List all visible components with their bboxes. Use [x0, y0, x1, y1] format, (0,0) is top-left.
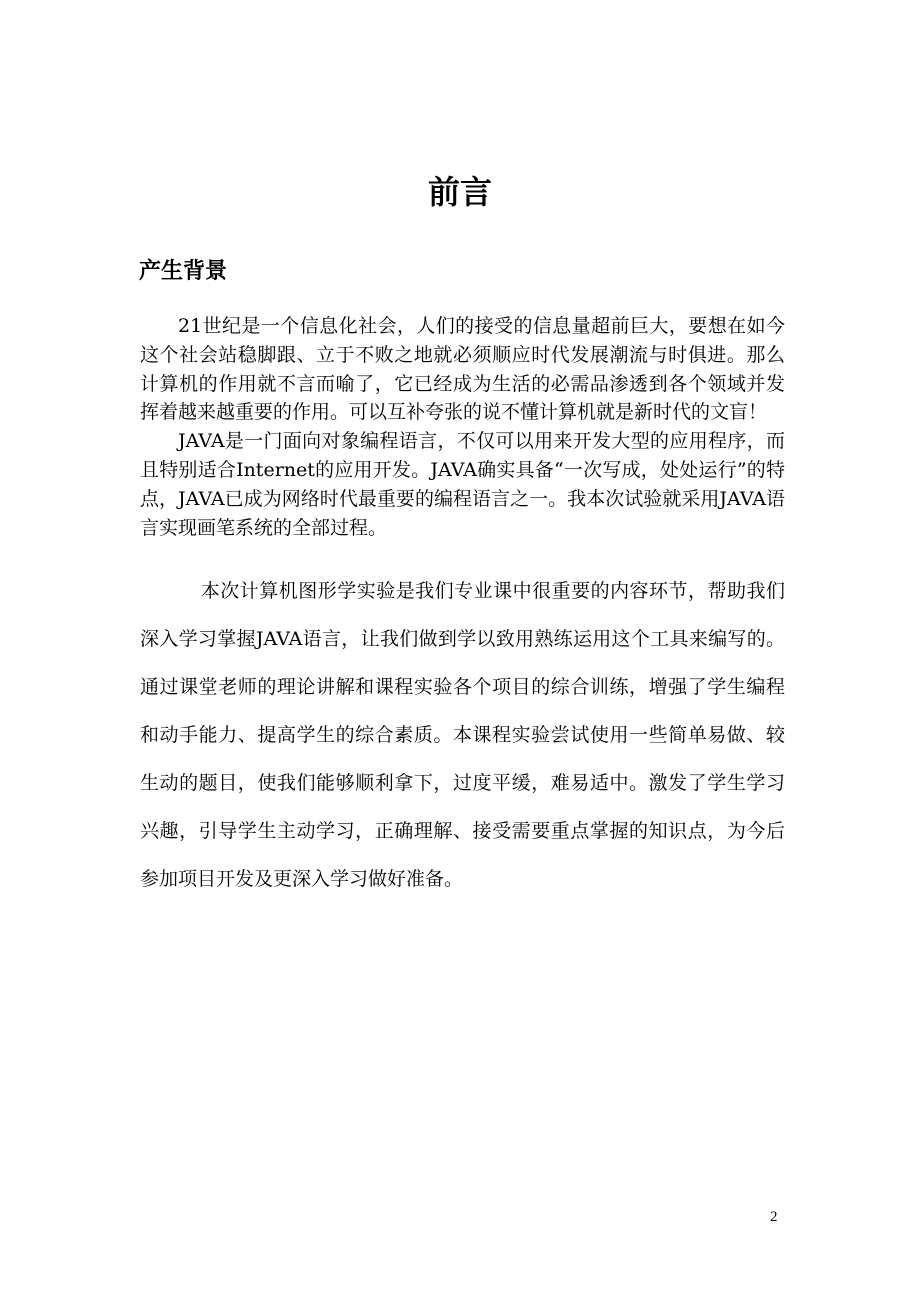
paragraph-java-language: JAVA是一门面向对象编程语言，不仅可以用来开发大型的应用程序，而且特别适合Internet的应用开发。JAVA确实具备“一次写成，处处运行”的特点，JAVA已成为网络时代最重要的编程语言之一。我本次试验就采用JAVA语言实现画笔系统的全部过程。	[140, 430, 785, 539]
page-number: 2	[770, 1209, 778, 1225]
page-title: 前言	[427, 173, 492, 211]
intro-paragraphs	[140, 312, 785, 542]
paragraph-graphics-experiment: 本次计算机图形学实验是我们专业课中很重要的内容环节，帮助我们深入学习掌握JAVA语言，让我们做到学以致用熟练运用这个工具来编写的。通过课堂老师的理论讲解和课程实验各个项目的综合训练，增强了学生编程和动手能力、提高学生的综合素质。本课程实验尝试使用一些简单易做、较生动的题目，使我们能够顺利拿下，过度平缓，难易适中。激发了学生学习兴趣，引导学生主动学习，正确理解、接受需要重点掌握的知识点，为今后参加项目开发及更深入学习做好准备。	[140, 580, 785, 890]
experiment-paragraphs	[140, 567, 785, 903]
paragraph-information-society: 21世纪是一个信息化社会，人们的接受的信息量超前巨大，要想在如今这个社会站稳脚跟、立于不败之地就必须顺应时代发展潮流与时俱进。那么计算机的作用就不言而喻了，它已经成为生活的必需品渗透到各个领域并发挥着越来越重要的作用。可以互补夸张的说不懂计算机就是新时代的文盲！	[140, 315, 785, 424]
section-heading: 产生背景	[139, 259, 228, 284]
